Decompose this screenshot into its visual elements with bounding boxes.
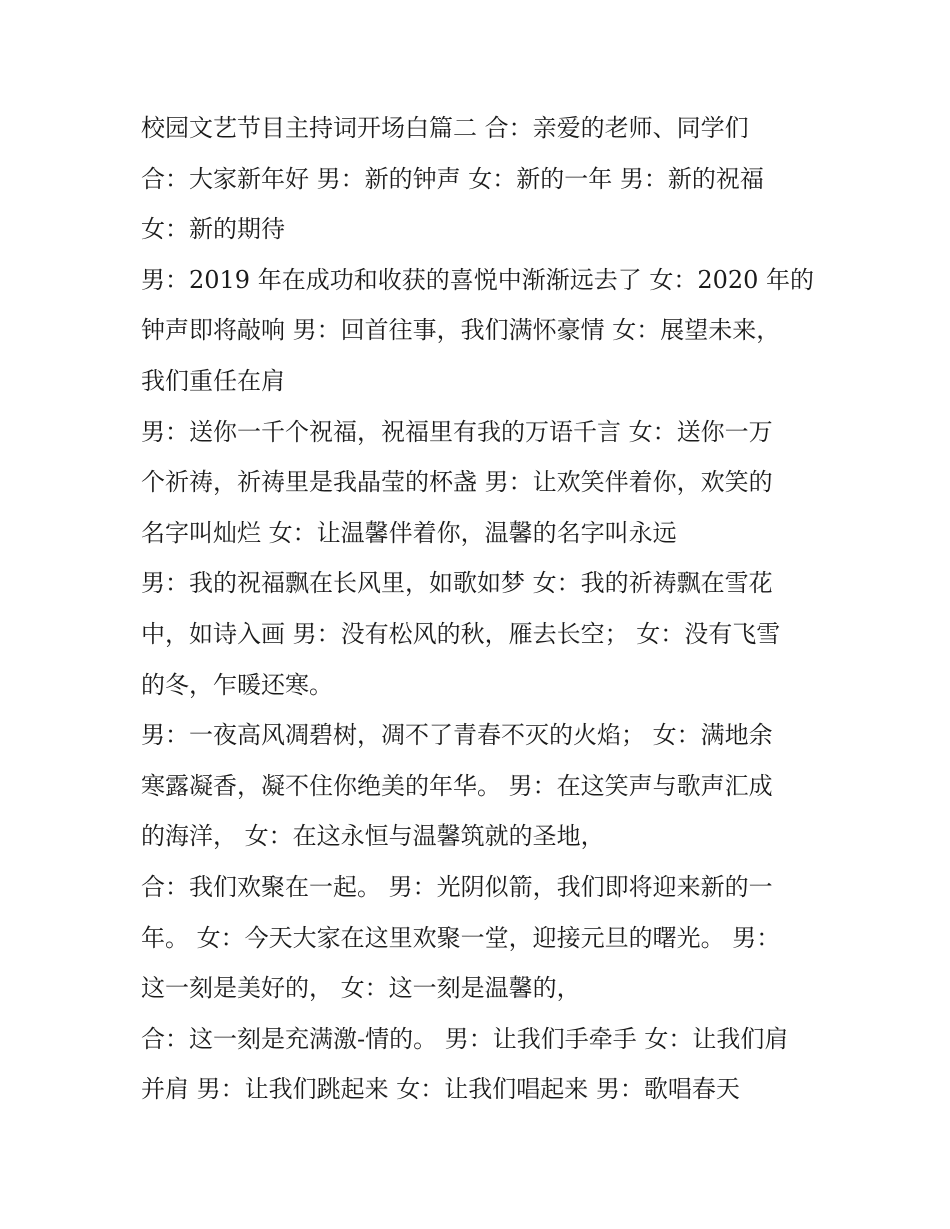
text-line: 年。 女：今天大家在这里欢聚一堂，迎接元旦的曙光。 男： [141,923,781,952]
text-line: 寒露凝香，凝不住你绝美的年华。 男：在这笑声与歌声汇成 [141,771,773,800]
text-line: 的海洋， 女：在这永恒与温馨筑就的圣地， [141,822,605,851]
text-line: 钟声即将敲响 男：回首往事，我们满怀豪情 女：展望未来， [141,316,781,345]
text-line: 校园文艺节目主持词开场白篇二 合：亲爱的老师、同学们 [141,114,749,142]
text-line: 合：大家新年好 男：新的钟声 女：新的一年 男：新的祝福 [141,164,764,193]
text-line: 女：新的期待 [141,215,285,244]
text-line: 个祈祷，祈祷里是我晶莹的杯盏 男：让欢笑伴着你，欢笑的 [141,468,773,497]
text-line: 我们重任在肩 [141,366,285,395]
text-line: 男：一夜高风凋碧树，凋不了青春不灭的火焰； 女：满地余 [141,721,773,750]
text-line: 男：我的祝福飘在长风里，如歌如梦 女：我的祈祷飘在雪花 [141,569,773,598]
text-line: 这一刻是美好的， 女：这一刻是温馨的， [141,974,581,1003]
text-line: 男：2019 年在成功和收获的喜悦中渐渐远去了 女：2020 年的 [141,265,815,294]
document-body [141,103,831,1115]
text-line: 男：送你一千个祝福，祝福里有我的万语千言 女：送你一万 [141,417,773,446]
text-line: 并肩 男：让我们跳起来 女：让我们唱起来 男：歌唱春天 [141,1075,740,1104]
text-line: 名字叫灿烂 女：让温馨伴着你，温馨的名字叫永远 [141,518,677,547]
text-line: 合：这一刻是充满激-情的。 男：让我们手牵手 女：让我们肩 [141,1024,789,1053]
text-line: 的冬，乍暖还寒。 [141,670,333,699]
text-line: 中，如诗入画 男：没有松风的秋，雁去长空； 女：没有飞雪 [141,619,781,648]
text-line: 合：我们欢聚在一起。 男：光阴似箭，我们即将迎来新的一 [141,872,773,901]
